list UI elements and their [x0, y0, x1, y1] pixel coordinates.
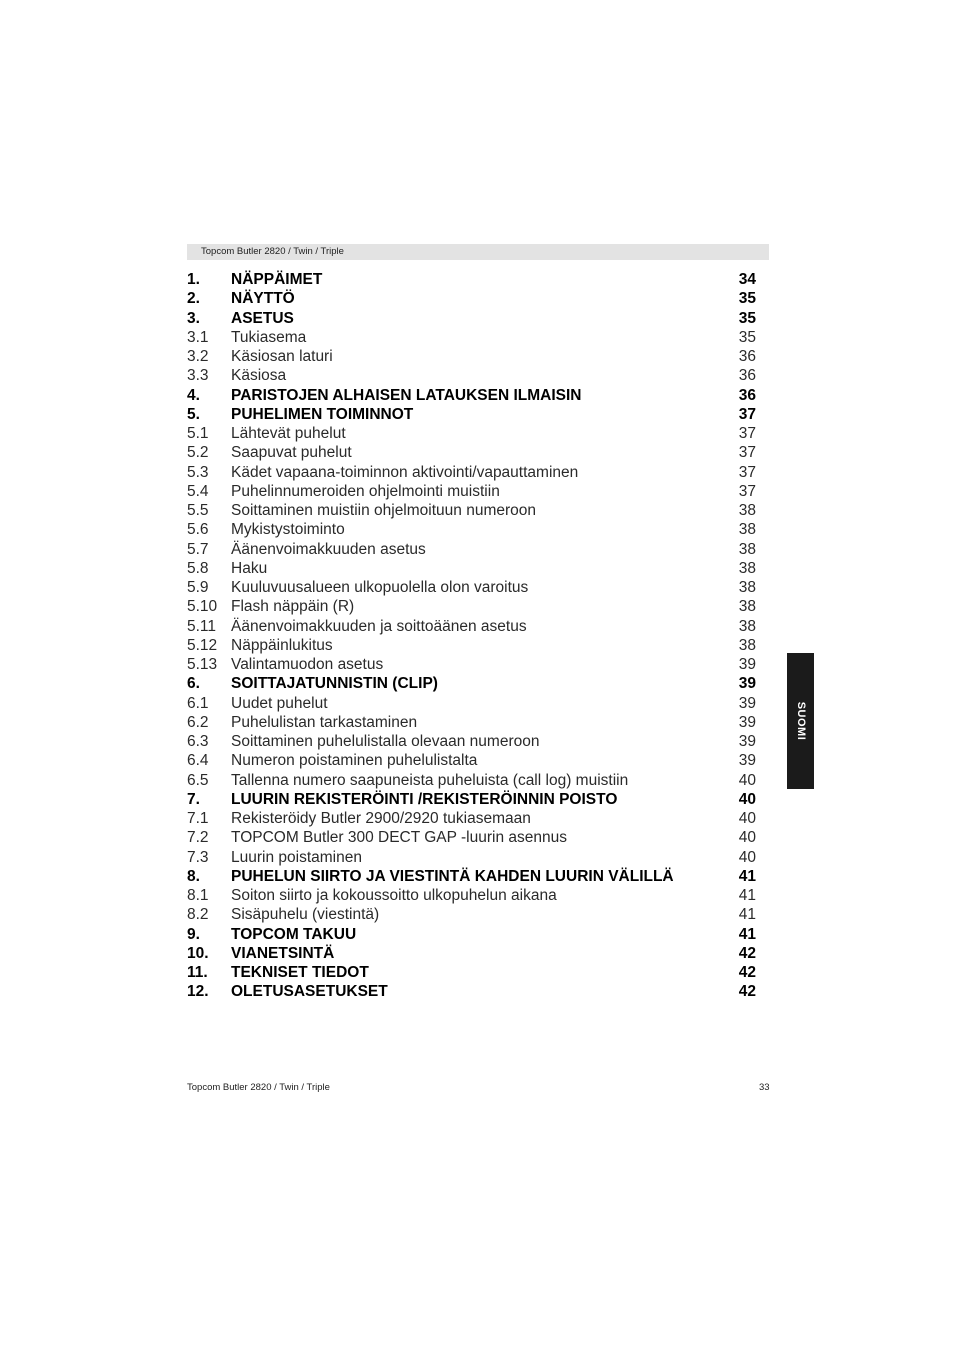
toc-entry[interactable]: [187, 540, 756, 559]
toc-entry-title: PUHELUN SIIRTO JA VIESTINTÄ KAHDEN LUURIN VÄLILLÄ: [231, 867, 674, 885]
toc-entry[interactable]: [187, 905, 756, 924]
toc-entry-page: 37: [738, 463, 756, 481]
toc-entry-page: 38: [738, 559, 756, 577]
toc-entry[interactable]: [187, 270, 756, 289]
toc-entry-number: 8.1: [187, 887, 209, 904]
toc-entry[interactable]: [187, 790, 756, 809]
toc-entry-page: 42: [738, 964, 756, 981]
toc-entry-number: 5.12: [187, 636, 218, 654]
toc-entry-title: Kuuluvuusalueen ulkopuolella olon varoitus: [231, 579, 529, 596]
toc-entry-title: PUHELIMEN TOIMINNOT: [231, 405, 414, 423]
toc-entry-number: 6.: [187, 675, 200, 693]
toc-entry-number: 5.5: [187, 502, 209, 519]
toc-entry[interactable]: [187, 963, 756, 982]
toc-entry-number: 5.4: [187, 482, 209, 500]
toc-entry-title: Valintamuodon asetus: [231, 656, 384, 673]
table-of-contents: [187, 270, 756, 1002]
toc-entry-title: Mykistystoiminto: [231, 521, 345, 539]
toc-entry-page: 35: [738, 290, 756, 308]
footer-title: Topcom Butler 2820 / Twin / Triple: [187, 1082, 330, 1093]
toc-entry-page: 39: [738, 733, 756, 750]
toc-entry-page: 38: [738, 598, 756, 616]
toc-entry-page: 37: [738, 444, 756, 462]
toc-entry[interactable]: [187, 309, 756, 328]
toc-entry[interactable]: [187, 578, 756, 597]
toc-entry-number: 6.5: [187, 771, 209, 789]
toc-entry-number: 3.1: [187, 328, 209, 346]
toc-entry[interactable]: [187, 848, 756, 867]
toc-entry-number: 5.: [187, 405, 200, 423]
toc-entry[interactable]: [187, 289, 756, 308]
toc-entry[interactable]: [187, 617, 756, 636]
toc-entry-page: 39: [738, 713, 756, 731]
toc-entry-title: VIANETSINTÄ: [231, 944, 335, 962]
toc-entry-number: 12.: [187, 983, 209, 1001]
toc-entry-title: Lähtevät puhelut: [231, 425, 346, 442]
toc-entry-page: 36: [738, 348, 756, 365]
toc-entry-title: Kädet vapaana-toiminnon aktivointi/vapauttaminen: [231, 463, 579, 481]
toc-entry-number: 10.: [187, 944, 209, 962]
toc-entry-title: Näppäinlukitus: [231, 636, 333, 654]
toc-entry-page: 40: [738, 790, 756, 808]
toc-entry[interactable]: [187, 597, 756, 616]
toc-entry-number: 1.: [187, 271, 200, 288]
toc-entry[interactable]: [187, 674, 756, 693]
toc-entry-title: Käsiosan laturi: [231, 348, 333, 365]
language-tab: [787, 653, 814, 789]
toc-entry-title: Äänenvoimakkuuden ja soittoäänen asetus: [231, 617, 527, 635]
toc-entry-title: Sisäpuhelu (viestintä): [231, 906, 380, 924]
toc-entry-number: 9.: [187, 925, 200, 943]
toc-entry-title: TEKNISET TIEDOT: [231, 964, 369, 981]
toc-entry[interactable]: [187, 751, 756, 770]
toc-entry-page: 34: [738, 271, 756, 288]
toc-entry-page: 36: [738, 367, 756, 385]
toc-entry-title: Soittaminen puhelulistalla olevaan numeroon: [231, 733, 540, 750]
toc-entry-title: ASETUS: [231, 309, 294, 327]
toc-entry[interactable]: [187, 655, 756, 674]
toc-entry-title: Tukiasema: [231, 328, 307, 346]
toc-entry-number: 3.3: [187, 367, 209, 385]
toc-entry-number: 5.10: [187, 598, 218, 616]
toc-entry-number: 5.13: [187, 656, 218, 673]
toc-entry-number: 11.: [187, 964, 208, 981]
running-header-title: Topcom Butler 2820 / Twin / Triple: [201, 246, 344, 257]
toc-entry-title: Puhelinnumeroiden ohjelmointi muistiin: [231, 482, 500, 500]
toc-entry[interactable]: [187, 520, 756, 539]
toc-entry-number: 5.6: [187, 521, 209, 539]
toc-entry-page: 40: [738, 810, 756, 827]
toc-entry-page: 39: [738, 675, 756, 693]
toc-entry-title: Saapuvat puhelut: [231, 444, 352, 462]
toc-entry-number: 4.: [187, 386, 200, 404]
toc-entry-page: 38: [738, 617, 756, 635]
toc-entry-number: 5.3: [187, 463, 209, 481]
toc-entry-page: 37: [738, 405, 756, 423]
toc-entry-number: 5.1: [187, 425, 209, 442]
toc-entry-title: Soittaminen muistiin ohjelmoituun numeroon: [231, 502, 536, 519]
toc-entry-page: 41: [738, 906, 756, 924]
toc-entry[interactable]: [187, 732, 756, 751]
toc-entry[interactable]: [187, 925, 756, 944]
toc-entry[interactable]: [187, 713, 756, 732]
toc-entry[interactable]: [187, 809, 756, 828]
toc-entry-number: 5.7: [187, 540, 209, 558]
toc-entry[interactable]: [187, 828, 756, 847]
toc-entry-title: Puhelulistan tarkastaminen: [231, 713, 418, 731]
toc-entry-page: 38: [738, 636, 756, 654]
toc-entry[interactable]: [187, 328, 756, 347]
toc-entry-page: 38: [738, 540, 756, 558]
toc-entry[interactable]: [187, 405, 756, 424]
toc-entry-title: PARISTOJEN ALHAISEN LATAUKSEN ILMAISIN: [231, 386, 582, 404]
toc-entry-title: Uudet puhelut: [231, 694, 328, 712]
toc-entry-page: 40: [738, 829, 756, 847]
toc-entry-page: 39: [738, 694, 756, 712]
toc-entry-number: 6.3: [187, 733, 209, 750]
toc-entry[interactable]: [187, 636, 756, 655]
toc-entry[interactable]: [187, 501, 756, 520]
toc-entry-page: 38: [738, 502, 756, 519]
toc-entry[interactable]: [187, 424, 756, 443]
toc-entry-title: Rekisteröidy Butler 2900/2920 tukiasemaan: [231, 810, 531, 827]
toc-entry[interactable]: [187, 694, 756, 713]
toc-entry-number: 7.1: [187, 810, 209, 827]
toc-entry-title: NÄYTTÖ: [231, 290, 295, 308]
toc-entry-page: 42: [738, 944, 756, 962]
toc-entry-title: Käsiosa: [231, 367, 287, 385]
toc-entry-number: 6.2: [187, 713, 209, 731]
toc-entry-page: 40: [738, 848, 756, 866]
toc-entry-page: 41: [738, 867, 756, 885]
toc-entry-number: 7.: [187, 790, 200, 808]
toc-entry-number: 7.3: [187, 848, 209, 866]
language-tab-label: SUOMI: [794, 701, 807, 741]
page-number: 33: [759, 1082, 770, 1093]
toc-entry-page: 38: [738, 521, 756, 539]
toc-entry-title: LUURIN REKISTERÖINTI /REKISTERÖINNIN POISTO: [231, 790, 618, 808]
toc-entry-number: 5.11: [187, 617, 217, 635]
toc-entry-title: TOPCOM TAKUU: [231, 925, 357, 943]
toc-entry-page: 38: [738, 579, 756, 596]
toc-entry[interactable]: [187, 347, 756, 366]
toc-entry-page: 39: [738, 752, 756, 770]
toc-entry-title: TOPCOM Butler 300 DECT GAP -luurin asennus: [231, 829, 567, 847]
toc-entry[interactable]: [187, 482, 756, 501]
toc-entry[interactable]: [187, 886, 756, 905]
toc-entry-page: 41: [738, 887, 756, 904]
toc-entry-number: 8.: [187, 867, 200, 885]
toc-entry-title: OLETUSASETUKSET: [231, 983, 388, 1001]
toc-entry-page: 36: [738, 386, 756, 404]
toc-entry-title: Äänenvoimakkuuden asetus: [231, 540, 426, 558]
toc-entry-title: Flash näppäin (R): [231, 598, 355, 616]
toc-entry-number: 5.9: [187, 579, 209, 596]
toc-entry-number: 5.8: [187, 559, 209, 577]
toc-entry-number: 3.: [187, 309, 200, 327]
toc-entry-title: Luurin poistaminen: [231, 848, 362, 866]
toc-entry-number: 2.: [187, 290, 200, 308]
toc-entry-title: NÄPPÄIMET: [231, 271, 323, 288]
toc-entry-number: 6.1: [187, 694, 209, 712]
toc-entry-number: 3.2: [187, 348, 209, 365]
running-header: [187, 244, 769, 260]
toc-entry-title: Tallenna numero saapuneista puheluista (call log) muistiin: [231, 771, 629, 789]
toc-entry[interactable]: [187, 982, 756, 1001]
toc-entry-number: 5.2: [187, 444, 209, 462]
toc-entry-number: 7.2: [187, 829, 209, 847]
toc-entry[interactable]: [187, 463, 756, 482]
toc-entry-title: SOITTAJATUNNISTIN (CLIP): [231, 675, 438, 693]
toc-entry-page: 35: [738, 309, 756, 327]
toc-entry[interactable]: [187, 386, 756, 405]
toc-entry[interactable]: [187, 944, 756, 963]
toc-entry-page: 37: [738, 482, 756, 500]
toc-entry-page: 40: [738, 771, 756, 789]
toc-entry-page: 41: [738, 925, 756, 943]
toc-entry-number: 6.4: [187, 752, 209, 770]
toc-entry-page: 42: [738, 983, 756, 1001]
toc-entry[interactable]: [187, 366, 756, 385]
toc-entry-title: Numeron poistaminen puhelulistalta: [231, 752, 478, 770]
toc-entry[interactable]: [187, 559, 756, 578]
toc-entry-page: 39: [738, 656, 756, 673]
toc-entry[interactable]: [187, 443, 756, 462]
toc-entry[interactable]: [187, 867, 756, 886]
toc-entry-title: Haku: [231, 559, 268, 577]
toc-entry-title: Soiton siirto ja kokoussoitto ulkopuhelun aikana: [231, 887, 557, 904]
toc-entry-page: 35: [738, 328, 756, 346]
toc-entry-page: 37: [738, 425, 756, 442]
toc-entry-number: 8.2: [187, 906, 209, 924]
toc-entry[interactable]: [187, 771, 756, 790]
